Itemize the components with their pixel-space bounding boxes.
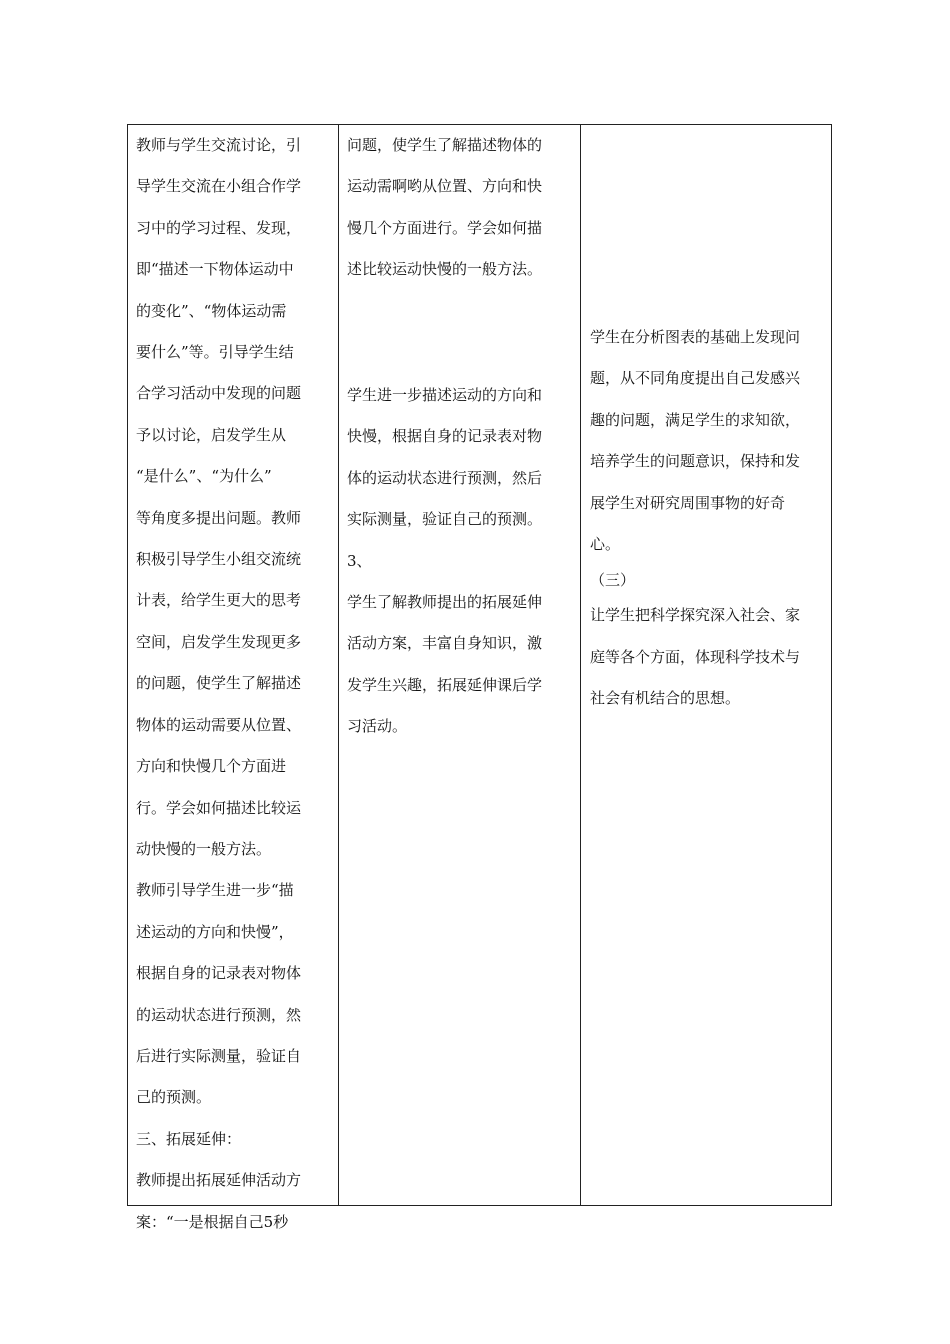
spacer bbox=[347, 291, 577, 373]
c1-line: 计表，给学生更大的思考 bbox=[136, 591, 302, 610]
c1-line: 根据自身的记录表对物体 bbox=[136, 964, 302, 983]
c1-line: 物体的运动需要从位置、 bbox=[136, 715, 302, 734]
c2-number-3: 3、 bbox=[347, 551, 372, 570]
c1-line: “是什么”、“为什么” bbox=[136, 467, 272, 486]
c3-line: 趣的问题，满足学生的求知欲， bbox=[590, 410, 801, 429]
c2-line: 慢几个方面进行。学会如何描 bbox=[347, 218, 543, 237]
c1-line: 的变化”、“物体运动需 bbox=[136, 301, 287, 320]
c1-line: 案：“一是根据自己5秒 bbox=[136, 1212, 289, 1231]
c1-line: 三、拓展延伸： bbox=[136, 1129, 242, 1148]
c3-line: 让学生把科学探究深入社会、家 bbox=[590, 606, 801, 625]
c1-line: 动快慢的一般方法。 bbox=[136, 839, 272, 858]
c1-line: 的问题，使学生了解描述 bbox=[136, 674, 302, 693]
c2-line: 发学生兴趣，拓展延伸课后学 bbox=[347, 675, 543, 694]
c1-line: 习中的学习过程、发现， bbox=[136, 218, 302, 237]
c1-line: 后进行实际测量，验证自 bbox=[136, 1046, 302, 1065]
c3-line: 展学生对研究周围事物的好奇 bbox=[590, 493, 786, 512]
c1-line: 的运动状态进行预测，然 bbox=[136, 1005, 302, 1024]
c1-line: 教师提出拓展延伸活动方 bbox=[136, 1171, 302, 1190]
c2-line: 学生了解教师提出的拓展延伸 bbox=[347, 593, 543, 612]
c1-line: 要什么”等。引导学生结 bbox=[136, 343, 294, 362]
c1-line: 行。学会如何描述比较运 bbox=[136, 798, 302, 817]
c2-block2 bbox=[347, 375, 577, 748]
c2-line: 快慢，根据自身的记录表对物 bbox=[347, 427, 543, 446]
c2-line: 学生进一步描述运动的方向和 bbox=[347, 386, 543, 404]
c1-line: 等角度多提出问题。教师 bbox=[136, 508, 302, 527]
c2-line: 实际测量，验证自己的预测。 bbox=[347, 510, 543, 529]
lesson-table bbox=[127, 124, 832, 1231]
c1-line: 积极引导学生小组交流统 bbox=[136, 550, 302, 569]
c2-line: 体的运动状态进行预测，然后 bbox=[347, 468, 543, 487]
column-divider-1 bbox=[338, 125, 339, 1205]
design-intent-column bbox=[590, 317, 824, 720]
c2-line: 活动方案，丰富自身知识，激 bbox=[347, 634, 543, 653]
c2-line: 述比较运动快慢的一般方法。 bbox=[347, 260, 543, 279]
c3-line: 社会有机结合的思想。 bbox=[590, 689, 741, 708]
c1-line: 述运动的方向和快慢”， bbox=[136, 922, 294, 941]
c1-line: 方向和快慢几个方面进 bbox=[136, 757, 287, 776]
c1-line: 空间，启发学生发现更多 bbox=[136, 632, 302, 651]
c1-line: 教师与学生交流讨论，引 bbox=[136, 136, 302, 154]
c2-line: 习活动。 bbox=[347, 717, 408, 736]
c3-marker: （三） bbox=[590, 571, 636, 590]
c1-line: 合学习活动中发现的问题 bbox=[136, 384, 302, 403]
c3-line: 庭等各个方面，体现科学技术与 bbox=[590, 647, 801, 666]
c3-line: 培养学生的问题意识，保持和发 bbox=[590, 452, 801, 471]
column-divider-2 bbox=[580, 125, 581, 1205]
c2-line: 运动需啊哟从位置、方向和快 bbox=[347, 177, 543, 196]
c1-line: 教师引导学生进一步“描 bbox=[136, 881, 294, 900]
c3-line: 题，从不同角度提出自己发感兴 bbox=[590, 369, 801, 388]
c1-line: 即“描述一下物体运动中 bbox=[136, 260, 294, 279]
c1-line: 予以讨论，启发学生从 bbox=[136, 425, 287, 444]
c1-line: 己的预测。 bbox=[136, 1088, 212, 1107]
c1-line: 导学生交流在小组合作学 bbox=[136, 177, 302, 196]
c3-line: 学生在分析图表的基础上发现问 bbox=[590, 328, 801, 346]
c3-line: 心。 bbox=[590, 535, 621, 554]
c2-line: 问题，使学生了解描述物体的 bbox=[347, 136, 543, 154]
teacher-activity-column bbox=[136, 125, 332, 1243]
student-activity-column bbox=[347, 125, 577, 736]
